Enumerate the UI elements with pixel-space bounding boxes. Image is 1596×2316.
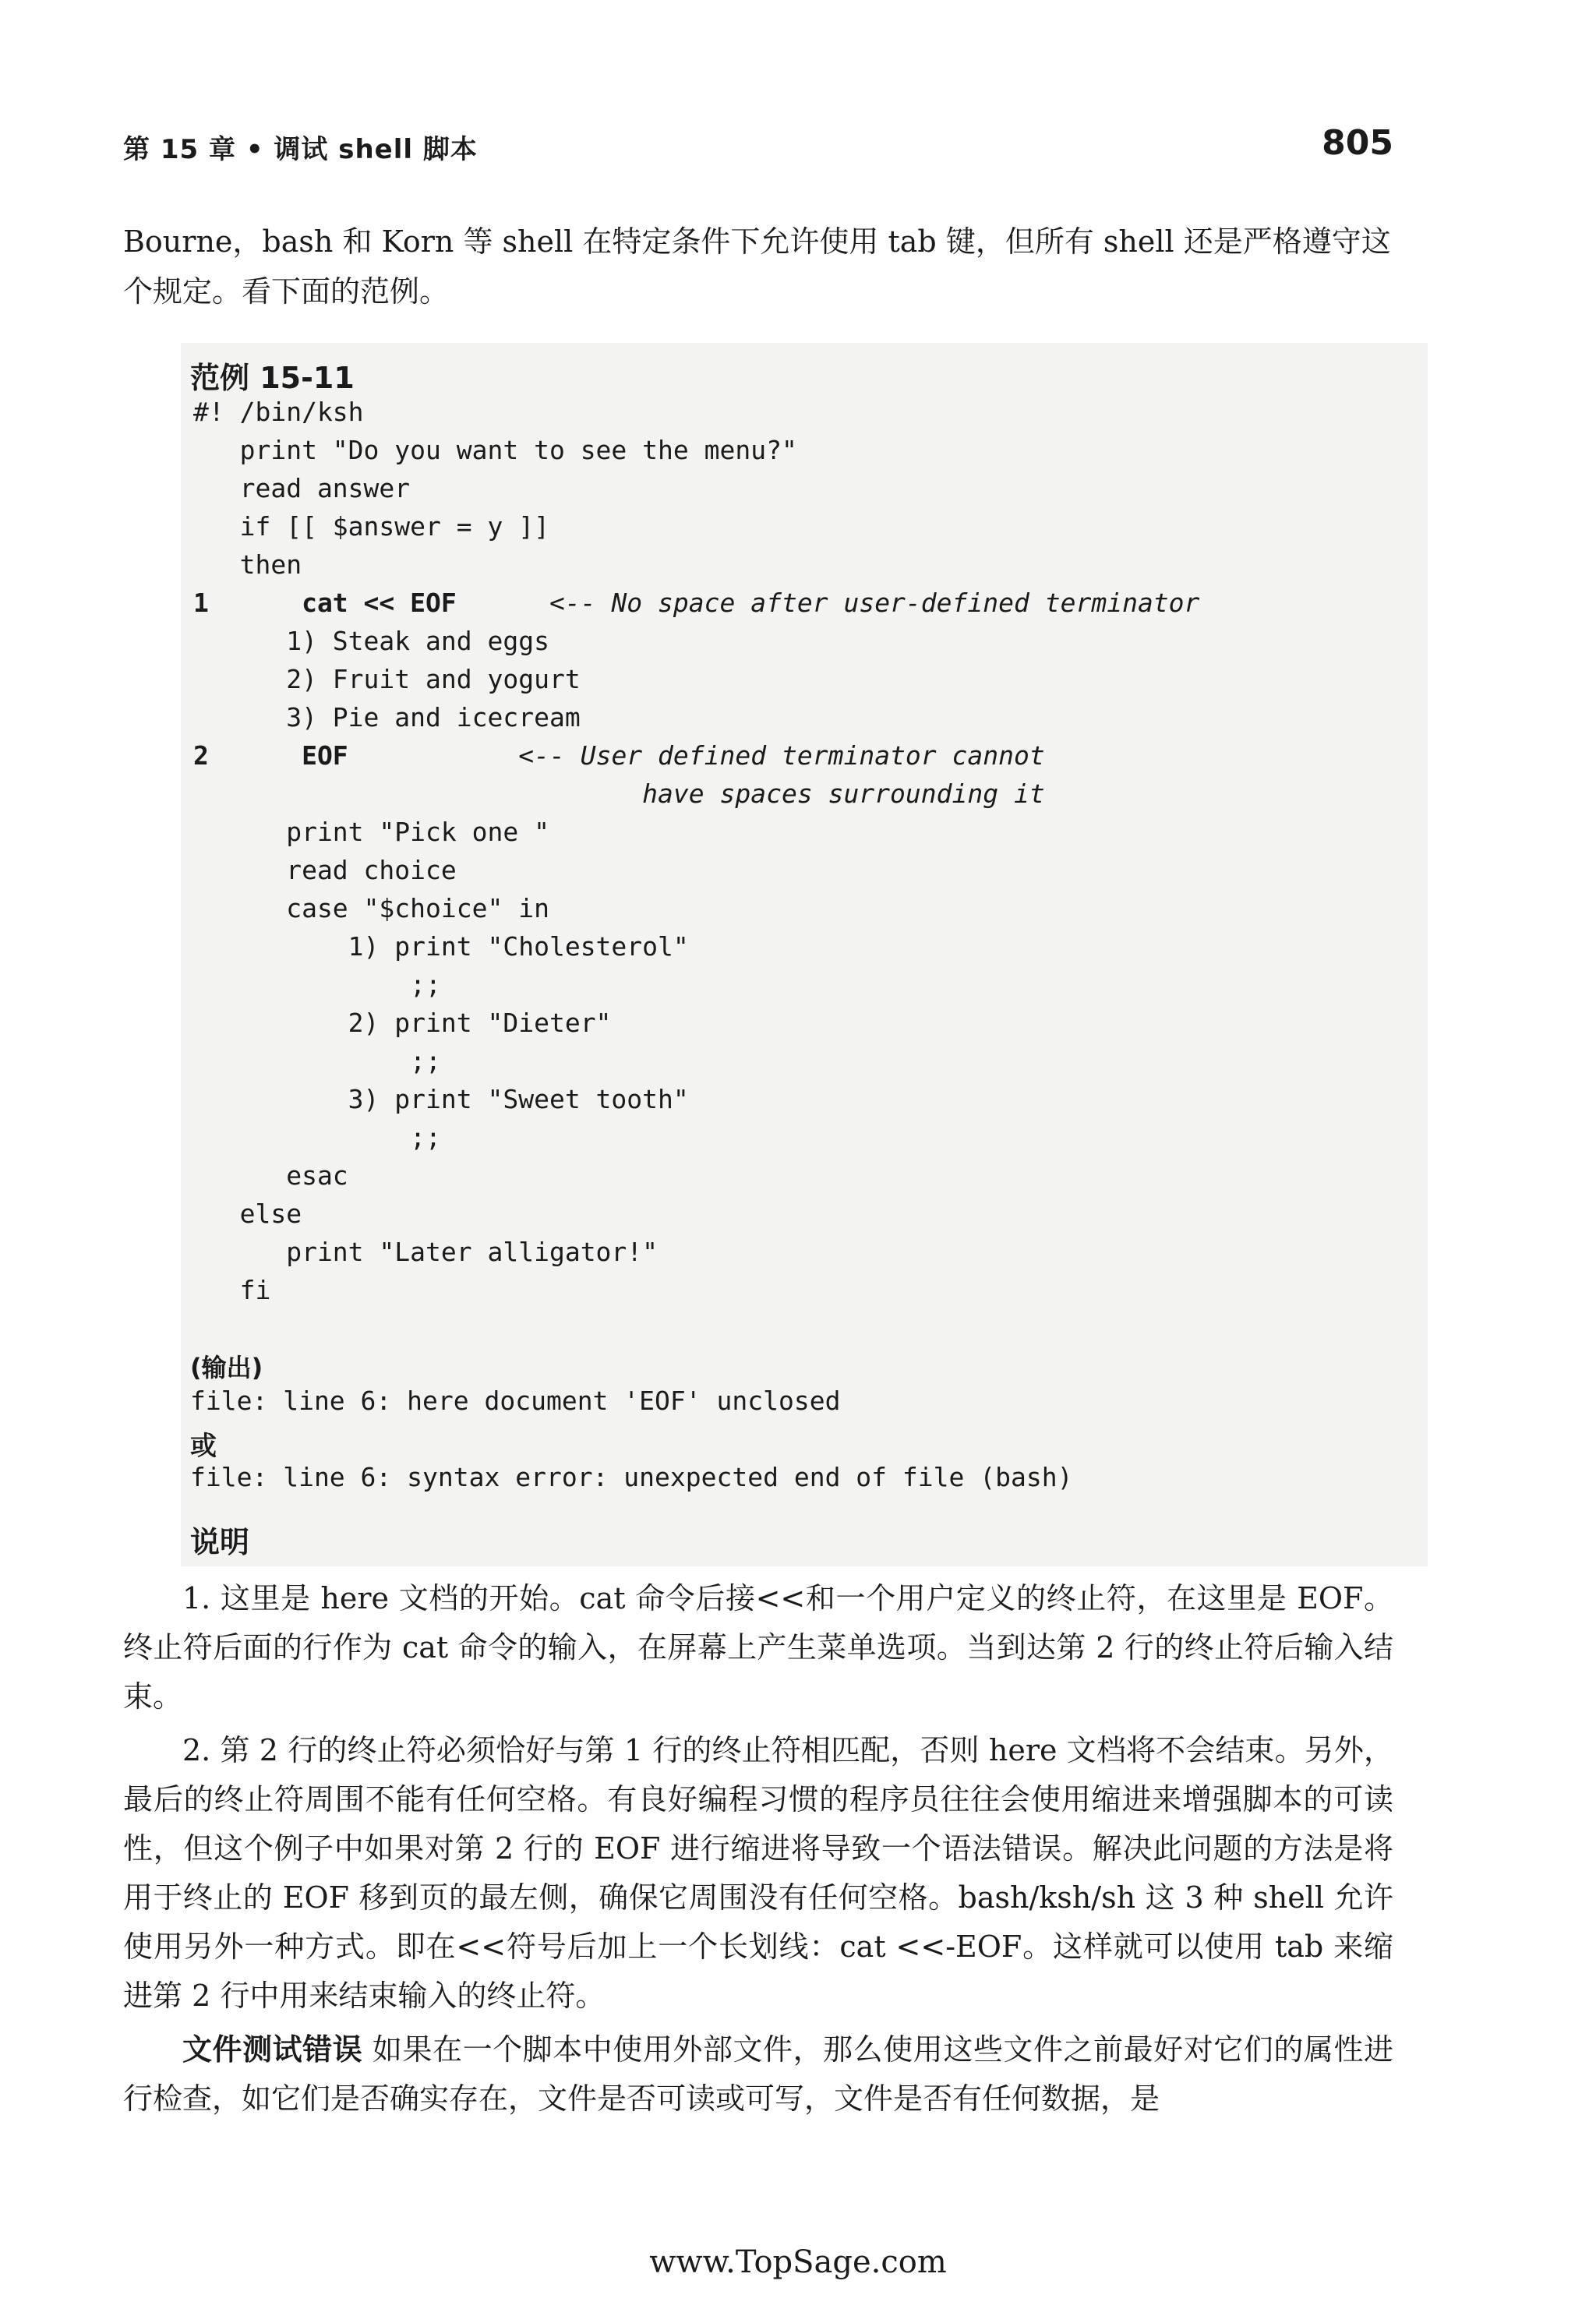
explanation-heading: 说明 bbox=[190, 1525, 250, 1559]
code-line bbox=[193, 1271, 1199, 1309]
code-text: 1) Steak and eggs bbox=[193, 626, 549, 656]
page-number: 805 bbox=[1322, 123, 1393, 163]
code-text: 3) print "Sweet tooth" bbox=[193, 1084, 689, 1114]
code-text: print "Do you want to see the menu?" bbox=[193, 435, 797, 465]
code-text: print "Later alligator!" bbox=[193, 1237, 659, 1267]
code-text: ;; bbox=[193, 969, 441, 1000]
code-text: 2 EOF bbox=[193, 740, 348, 771]
code-line bbox=[193, 507, 1199, 545]
code-line bbox=[193, 469, 1199, 507]
intro-paragraph: Bourne，bash 和 Korn 等 shell 在特定条件下允许使用 tab 键，但所有 shell 还是严格遵守这个规定。看下面的范例。 bbox=[123, 224, 1391, 309]
code-line bbox=[193, 660, 1199, 698]
code-line bbox=[193, 1233, 1199, 1271]
file-test-paragraph bbox=[123, 2025, 1393, 2124]
output-line-2: file: line 6: syntax error: unexpected end of file (bash) bbox=[190, 1462, 1073, 1492]
code-line bbox=[193, 966, 1199, 1004]
code-line bbox=[193, 775, 1199, 813]
code-text: fi bbox=[193, 1275, 271, 1305]
code-text: 3) Pie and icecream bbox=[193, 702, 581, 733]
code-text: then bbox=[193, 549, 302, 580]
code-comment: <-- User defined terminator cannot bbox=[348, 740, 1045, 771]
code-text: case "$choice" in bbox=[193, 893, 549, 923]
page-header bbox=[123, 123, 1393, 170]
code-text: have spaces surrounding it bbox=[193, 778, 1045, 809]
code-line bbox=[193, 622, 1199, 660]
code-block bbox=[193, 393, 1199, 1309]
code-line bbox=[193, 1156, 1199, 1195]
code-text: #! /bin/ksh bbox=[193, 397, 364, 427]
code-text: read choice bbox=[193, 855, 457, 885]
file-test-text: 如果在一个脚本中使用外部文件，那么使用这些文件之前最好对它们的属性进行检查，如它们是否确实存在，文件是否可读或可写，文件是否有任何数据，是 bbox=[123, 2032, 1393, 2116]
code-text: 2) print "Dieter" bbox=[193, 1008, 612, 1038]
code-line bbox=[193, 545, 1199, 584]
code-text: print "Pick one " bbox=[193, 817, 549, 847]
code-comment: <-- No space after user-defined terminator bbox=[456, 588, 1200, 618]
example-box bbox=[181, 343, 1428, 1566]
output-heading: (输出) bbox=[190, 1353, 263, 1382]
code-line bbox=[193, 393, 1199, 431]
code-text: esac bbox=[193, 1160, 348, 1191]
code-text: ;; bbox=[193, 1122, 441, 1153]
output-or: 或 bbox=[190, 1431, 217, 1462]
file-test-lead: 文件测试错误 bbox=[182, 2032, 363, 2067]
code-line bbox=[193, 1195, 1199, 1233]
code-line bbox=[193, 927, 1199, 966]
body-text bbox=[123, 1574, 1393, 2128]
code-text: 1) print "Cholesterol" bbox=[193, 931, 689, 962]
code-text: ;; bbox=[193, 1046, 441, 1076]
code-line bbox=[193, 698, 1199, 736]
chapter-title: 第 15 章 • 调试 shell 脚本 bbox=[123, 134, 478, 165]
code-text: 1 cat << EOF bbox=[193, 588, 457, 618]
explanation-paragraph-1: 1. 这里是 here 文档的开始。cat 命令后接<<和一个用户定义的终止符，在这里是 EOF。终止符后面的行作为 cat 命令的输入，在屏幕上产生菜单选项。当到达第 2 行的终止符后输入结束。 bbox=[123, 1581, 1393, 1714]
code-line bbox=[193, 851, 1199, 889]
code-line bbox=[193, 1004, 1199, 1042]
code-line bbox=[193, 1042, 1199, 1080]
code-text: read answer bbox=[193, 473, 411, 503]
code-line bbox=[193, 1118, 1199, 1156]
output-line-1: file: line 6: here document 'EOF' unclosed bbox=[190, 1386, 841, 1416]
code-line bbox=[193, 1080, 1199, 1118]
footer-url: www.TopSage.com bbox=[649, 2244, 947, 2280]
code-text: 2) Fruit and yogurt bbox=[193, 664, 581, 694]
code-text: if [[ $answer = y ]] bbox=[193, 511, 549, 542]
example-title: 范例 15-11 bbox=[190, 361, 355, 395]
code-line bbox=[193, 889, 1199, 927]
code-line bbox=[193, 736, 1199, 775]
code-line bbox=[193, 431, 1199, 469]
code-text: else bbox=[193, 1199, 302, 1229]
code-line bbox=[193, 813, 1199, 851]
code-line bbox=[193, 584, 1199, 622]
explanation-paragraph-2: 2. 第 2 行的终止符必须恰好与第 1 行的终止符相匹配，否则 here 文档将不会结束。另外，最后的终止符周围不能有任何空格。有良好编程习惯的程序员往往会使用缩进来增强脚本的可读性，但这个例子中如果对第 2 行的 EOF 进行缩进将导致一个语法错误。解决此问题的方法是将用于终止的 EOF 移到页的最左侧，确保它周围没有任何空格。bash/ksh/sh 这 3 种 shell 允许使用另外一种方式。即在<<符号后加上一个长划线：cat <<-EOF。这样就可以使用 tab 来缩进第 2 行中用来结束输入的终止符。 bbox=[123, 1733, 1393, 2013]
